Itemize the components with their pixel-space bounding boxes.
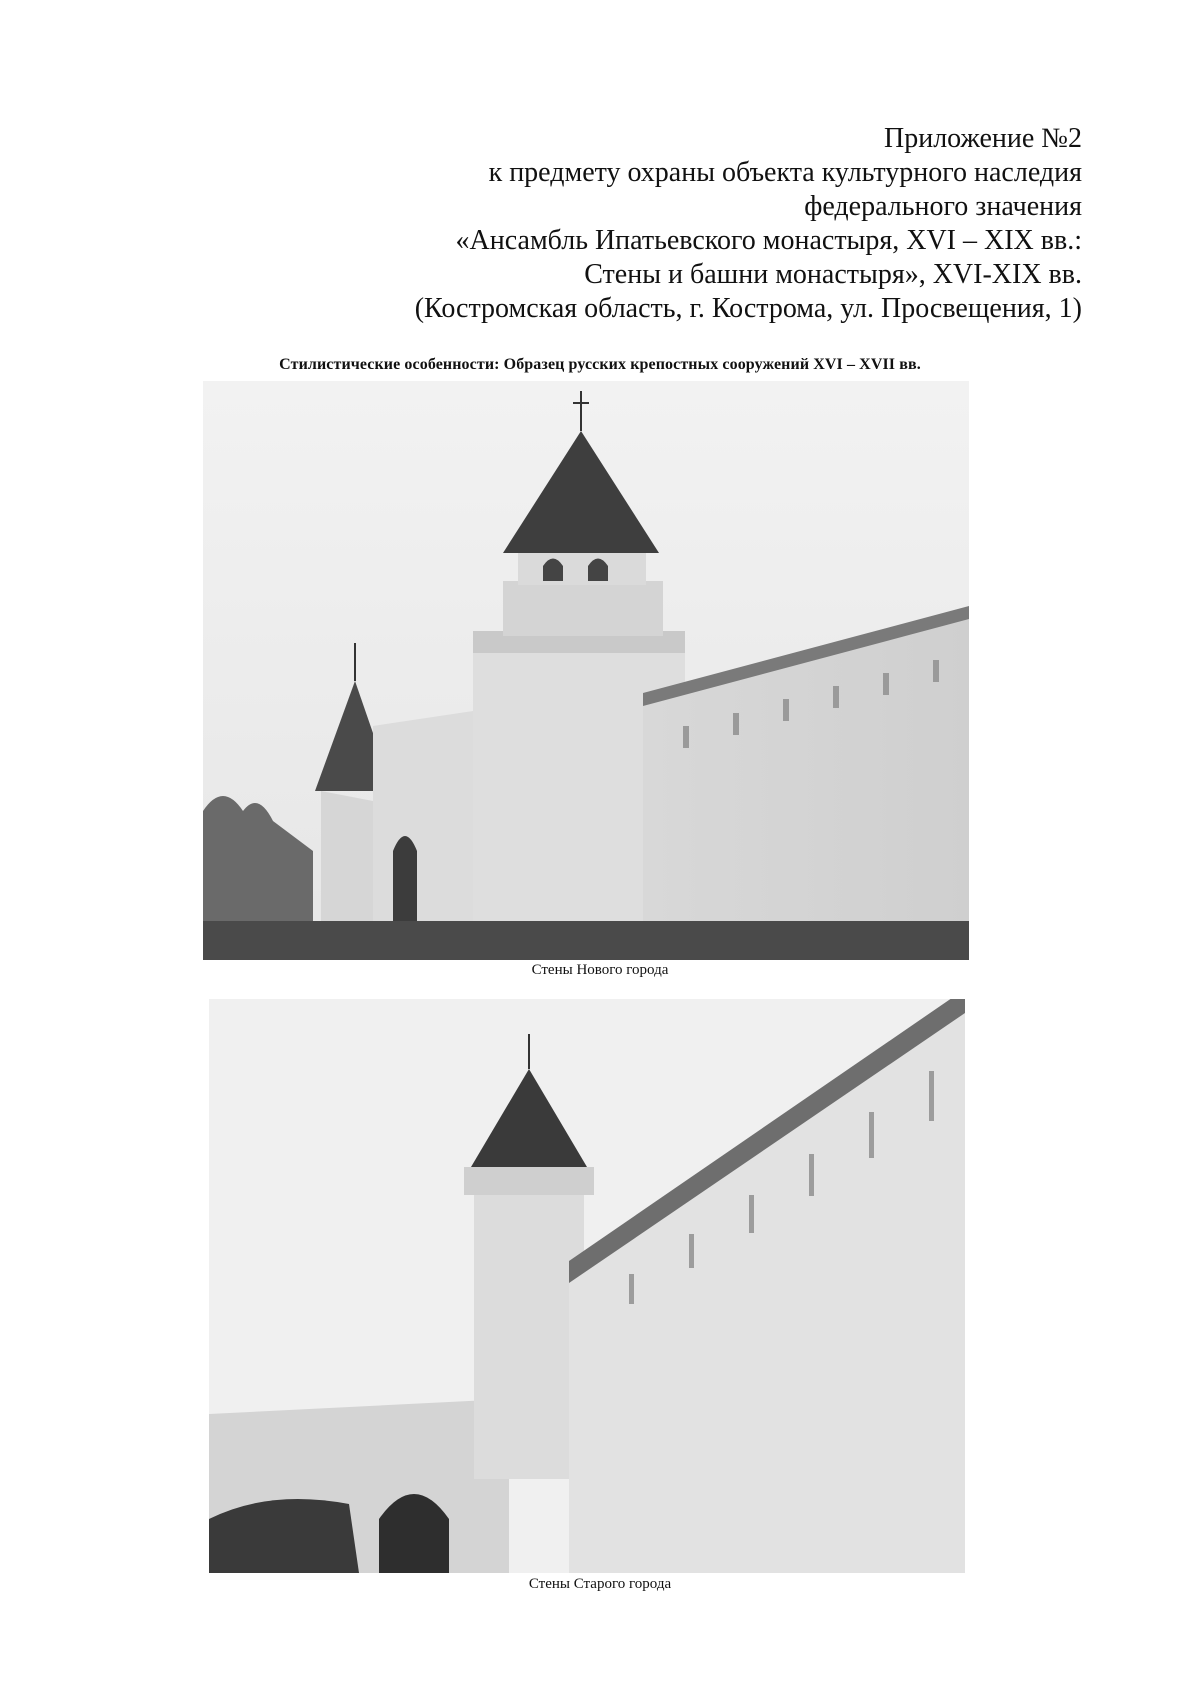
photo-new-town-walls-image [203, 381, 969, 960]
photo-old-town-walls-image [209, 999, 965, 1573]
photo-caption-new-town: Стены Нового города [531, 962, 669, 978]
header-line: «Ансамбль Ипатьевского монастыря, XVI – XIX вв.: [455, 225, 1082, 256]
header-line: Стены и башни монастыря», XVI-XIX вв. [584, 259, 1082, 290]
appendix-header [322, 122, 1082, 326]
stylistic-features-heading: Стилистические особенности: Образец русских крепостных сооружений XVI – XVII вв. [279, 356, 921, 373]
header-line: к предмету охраны объекта культурного наследия [488, 157, 1082, 188]
header-line: федерального значения [804, 191, 1082, 222]
header-address: (Костромская область, г. Кострома, ул. Просвещения, 1) [414, 293, 1082, 324]
photo-old-town-walls [209, 999, 965, 1573]
photo-new-town-walls [203, 381, 969, 960]
photo-caption-old-town: Стены Старого города [528, 1576, 672, 1592]
appendix-number: Приложение №2 [884, 123, 1082, 154]
